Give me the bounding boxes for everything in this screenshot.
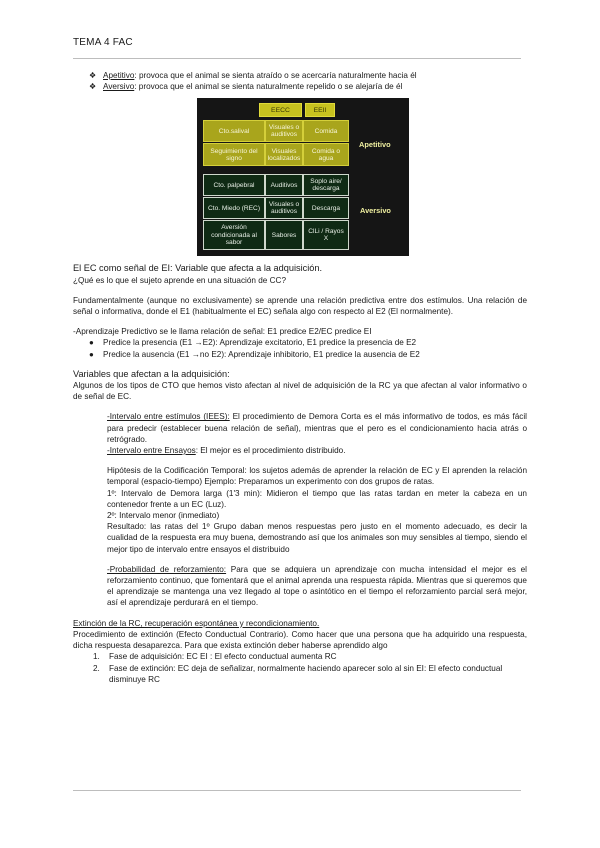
cell-ei-4: Descarga — [303, 197, 349, 219]
col-header-eecc: EECC — [259, 103, 302, 117]
cell-cr-4: Cto. Miedo (REC) — [203, 197, 265, 219]
extinction-item-2 — [73, 663, 527, 685]
variables-intro: Algunos de los tipos de CTO que hemos visto afectan al nivel de adquisición de la RC ya que afectan al valor informativo o de señal de EC. — [73, 381, 527, 402]
label-apetitivo: Apetitivo — [359, 140, 391, 150]
trials-text: : El mejor es el procedimiento distribuido. — [195, 446, 346, 456]
probability-term: -Probabilidad de reforzamiento: — [107, 564, 227, 574]
cell-ei-2: Comida o agua — [303, 143, 349, 166]
trials-paragraph — [107, 445, 527, 456]
predictive-item-2-text: Predice la ausencia (E1 →no E2): Aprendizaje inhibitorio, E1 predice la ausencia de E2 — [103, 349, 420, 359]
label-aversivo: Aversivo — [360, 206, 391, 216]
extinction-item-1-text: Fase de adquisición: EC EI : El efecto conductual aumenta RC — [109, 652, 337, 662]
cell-ec-3: Auditivos — [265, 174, 303, 196]
page-header: TEMA 4 FAC — [73, 37, 133, 48]
bullet-aversivo — [73, 81, 527, 92]
cell-cr-5: Aversión condicionada al sabor — [203, 220, 265, 250]
cell-ei-5: ClLi / Rayos X — [303, 220, 349, 250]
extinction-heading: Extinción de la RC, recuperación espontánea y recondicionamiento. — [73, 618, 320, 628]
predictive-intro: -Aprendizaje Predictivo se le llama relación de señal: E1 predice E2/EC predice EI — [73, 327, 372, 337]
predictive-item-1 — [73, 337, 527, 348]
experiment-2: 2º: Intervalo menor (inmediato) — [107, 511, 220, 521]
cell-cr-2: Seguimiento del signo — [203, 143, 265, 166]
bullet-apetitivo — [73, 70, 527, 81]
cell-ec-1: Visuales o auditivos — [265, 120, 303, 142]
header-divider — [73, 58, 521, 59]
predictive-item-2 — [73, 349, 527, 360]
footer-divider — [73, 790, 521, 791]
result-paragraph: Resultado: las ratas del 1º Grupo daban menos respuestas pero justo en el momento adecuado, es decir la cualidad de la respuesta era muy buena, demostrando así que los animales son muy sensibles al tiempo, siendo el mejor tipo de intervalo entre ensayos el distribuido — [107, 522, 527, 554]
dot-bullet-icon: ● — [89, 338, 94, 348]
ec-signal-question: ¿Qué es lo que el sujeto aprende en una situación de CC? — [73, 275, 287, 285]
diamond-bullet-icon: ❖ — [89, 71, 97, 80]
extinction-item-2-text: Fase de extinción: EC deja de señalizar, normalmente haciendo aparecer solo al sin EI: El efecto conductual disminuye RC — [109, 663, 503, 684]
cell-cr-3: Cto. palpebral — [203, 174, 265, 196]
interval-term: -Intervalo entre estímulos (IEES): — [107, 412, 230, 422]
extinction-intro: Procedimiento de extinción (Efecto Conductual Contrario). Como hacer que una persona que ha adquirido una respuesta, dicha respuesta desaparezca. Para que exista extinción deber haberse aprendido algo — [73, 629, 527, 651]
cell-ei-3: Soplo aire/ descarga — [303, 174, 349, 196]
cell-ec-5: Sabores — [265, 220, 303, 250]
extinction-item-2-number: 2. — [93, 663, 100, 673]
interval-text: El procedimiento de Demora Corta es el más informativo de todos, es más fácil para predecir (establecer buena relación de señal), mientras que el pero es el condicionamiento hacia atrás o retrógrado. — [107, 412, 528, 444]
interval-paragraph — [107, 411, 527, 445]
diamond-bullet-icon: ❖ — [89, 82, 97, 92]
term-aversivo: Aversivo — [103, 82, 135, 92]
cell-cr-1: Cto.salival — [203, 120, 265, 142]
term-apetitivo: Apetitivo — [103, 71, 135, 80]
variables-heading: Variables que afectan a la adquisición: — [73, 368, 230, 379]
dot-bullet-icon: ● — [89, 349, 94, 359]
probability-text: Para que se adquiera un aprendizaje con mucha intensidad el mejor es el reforzamiento continuo, que fomentará que el animal aprenda una respuesta rápida. Mientras que si queremos que el aprendizaje se mantenga una vez llegado al tope o asintótico en el tiempo el reforzamiento parcial será mejor, así el aprendizaje perdurará en el tiempo. — [107, 564, 527, 608]
predictive-item-1-text: Predice la presencia (E1 →E2): Aprendizaje excitatorio, E1 predice la presencia de E2 — [103, 338, 417, 348]
conditioning-table-figure — [197, 98, 409, 256]
variables-detail — [107, 411, 527, 608]
trials-term: -Intervalo entre Ensayos — [107, 446, 196, 456]
cell-ei-1: Comida — [303, 120, 349, 142]
ec-signal-paragraph: Fundamentalmente (aunque no exclusivamente) se aprende una relación predictiva entre dos estímulos. Una relación de señal o informativa, donde el E1 (habitualmente el EC) señala algo con respecto al E2 (El normalmente). — [73, 295, 527, 317]
col-header-eeii: EEII — [305, 103, 335, 117]
ec-signal-heading: El EC como señal de EI: Variable que afecta a la adquisición. — [73, 263, 323, 274]
document-body — [73, 70, 527, 685]
probability-paragraph — [107, 564, 527, 609]
text-aversivo: : provoca que el animal se sienta naturalmente repelido o se alejaría de él — [134, 82, 403, 92]
extinction-item-1 — [73, 651, 527, 662]
hypothesis-paragraph: Hipótesis de la Codificación Temporal: los sujetos además de aprender la relación de EC y EI aprenden la relación temporal (espacio-tiempo) Ejemplo: Preparamos un experimento con dos grupos de ratas. — [107, 466, 527, 487]
cell-ec-4: Visuales o auditivos — [265, 197, 303, 219]
cell-ec-2: Visuales localizados — [265, 143, 303, 166]
extinction-item-1-number: 1. — [93, 652, 100, 662]
text-apetitivo: : provoca que el animal se sienta atraído o se acercaría naturalmente hacia él — [134, 71, 417, 80]
experiment-1: 1º: Intervalo de Demora larga (1'3 min): Midieron el tiempo que las ratas tardan en meter la cabeza en un contenedor frente a un EC (Luz). — [107, 488, 527, 509]
